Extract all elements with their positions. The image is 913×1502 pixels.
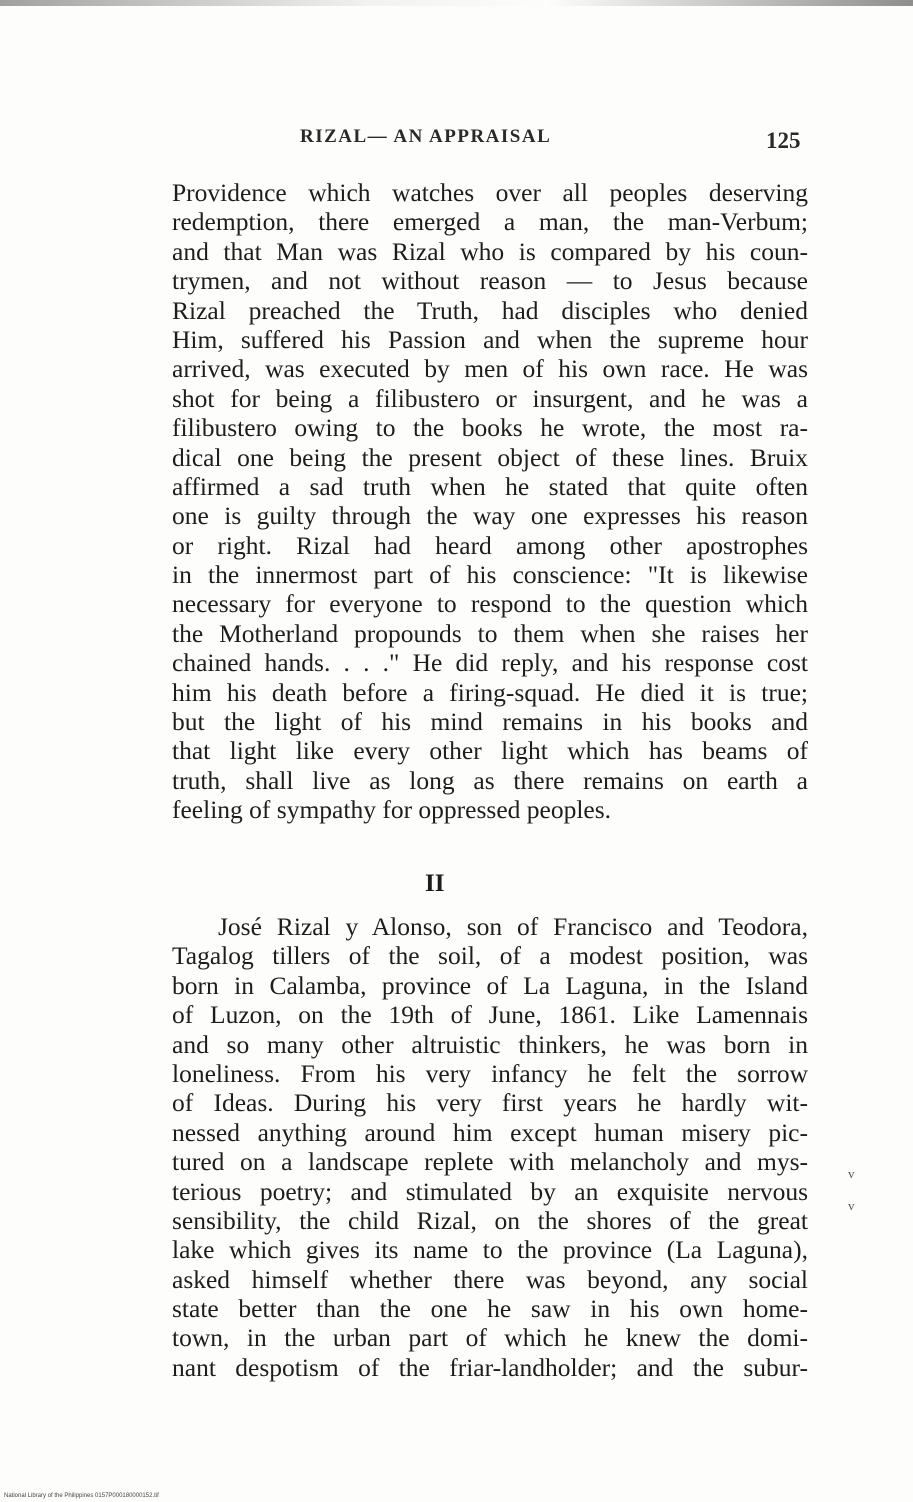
text-line: truth, shall live as long as there remains on earth a (172, 765, 808, 795)
running-head: RIZAL— AN APPRAISAL (300, 126, 552, 147)
text-line: the Motherland propounds to them when she raises her (172, 618, 808, 648)
text-line: nant despotism of the friar-landholder; and the subur- (172, 1352, 808, 1382)
text-line: and so many other altruistic thinkers, he was born in (172, 1029, 808, 1059)
text-line: tured on a landscape replete with melancholy and mys- (172, 1147, 808, 1177)
text-line: affirmed a sad truth when he stated that quite often (172, 471, 808, 501)
text-line: filibustero owing to the books he wrote, the most ra- (172, 413, 808, 443)
text-line: Tagalog tillers of the soil, of a modest position, was (172, 941, 808, 971)
text-line: Providence which watches over all peoples deserving (172, 178, 808, 207)
text-line: one is guilty through the way one expresses his reason (172, 501, 808, 531)
page-number: 125 (766, 128, 801, 153)
text-line: dical one being the present object of these lines. Bruix (172, 442, 808, 472)
text-line: Him, suffered his Passion and when the supreme hour (172, 324, 808, 354)
text-line: necessary for everyone to respond to the question which (172, 589, 808, 619)
text-line: chained hands. . . ." He did reply, and his response cost (172, 648, 808, 678)
paragraph-2 (172, 912, 808, 1382)
text-line: of Luzon, on the 19th of June, 1861. Like Lamennais (172, 1000, 808, 1030)
text-line: shot for being a filibustero or insurgent, and he was a (172, 383, 808, 413)
text-line: Rizal preached the Truth, had disciples who denied (172, 295, 808, 325)
text-line: arrived, was executed by men of his own race. He was (172, 354, 808, 384)
margin-check-mark: v (848, 1166, 855, 1181)
text-line: terious poetry; and stimulated by an exquisite nervous (172, 1176, 808, 1206)
text-line: that light like every other light which has beams of (172, 736, 808, 766)
scan-footer: National Library of the Philippines 0157P000180000152.tif (4, 1493, 159, 1499)
text-line: him his death before a firing-squad. He died it is true; (172, 677, 808, 707)
margin-marks (848, 1158, 855, 1222)
paragraph-1 (172, 178, 808, 825)
text-line: born in Calamba, province of La Laguna, in the Island (172, 970, 808, 1000)
text-line: loneliness. From his very infancy he felt the sorrow (172, 1058, 808, 1088)
text-line: or right. Rizal had heard among other apostrophes (172, 530, 808, 560)
text-line: José Rizal y Alonso, son of Francisco and Teodora, (218, 912, 808, 941)
text-line: sensibility, the child Rizal, on the shores of the great (172, 1205, 808, 1235)
text-line: nessed anything around him except human misery pic- (172, 1117, 808, 1147)
text-line: and that Man was Rizal who is compared by his coun- (172, 236, 808, 266)
section-number: II (425, 870, 445, 897)
text-line: of Ideas. During his very first years he hardly wit- (172, 1088, 808, 1118)
text-line: feeling of sympathy for oppressed peoples. (172, 795, 612, 825)
text-line: trymen, and not without reason — to Jesus because (172, 266, 808, 296)
margin-check-mark: v (848, 1198, 855, 1213)
scan-edge-shadow (0, 0, 913, 6)
text-line: in the innermost part of his conscience: "It is likewise (172, 560, 808, 590)
text-line: state better than the one he saw in his own home- (172, 1294, 808, 1324)
text-line: asked himself whether there was beyond, any social (172, 1264, 808, 1294)
text-line: redemption, there emerged a man, the man-Verbum; (172, 207, 808, 237)
text-line: town, in the urban part of which he knew the domi- (172, 1323, 808, 1353)
text-line: but the light of his mind remains in his books and (172, 707, 808, 737)
text-line: lake which gives its name to the province (La Laguna), (172, 1235, 808, 1265)
